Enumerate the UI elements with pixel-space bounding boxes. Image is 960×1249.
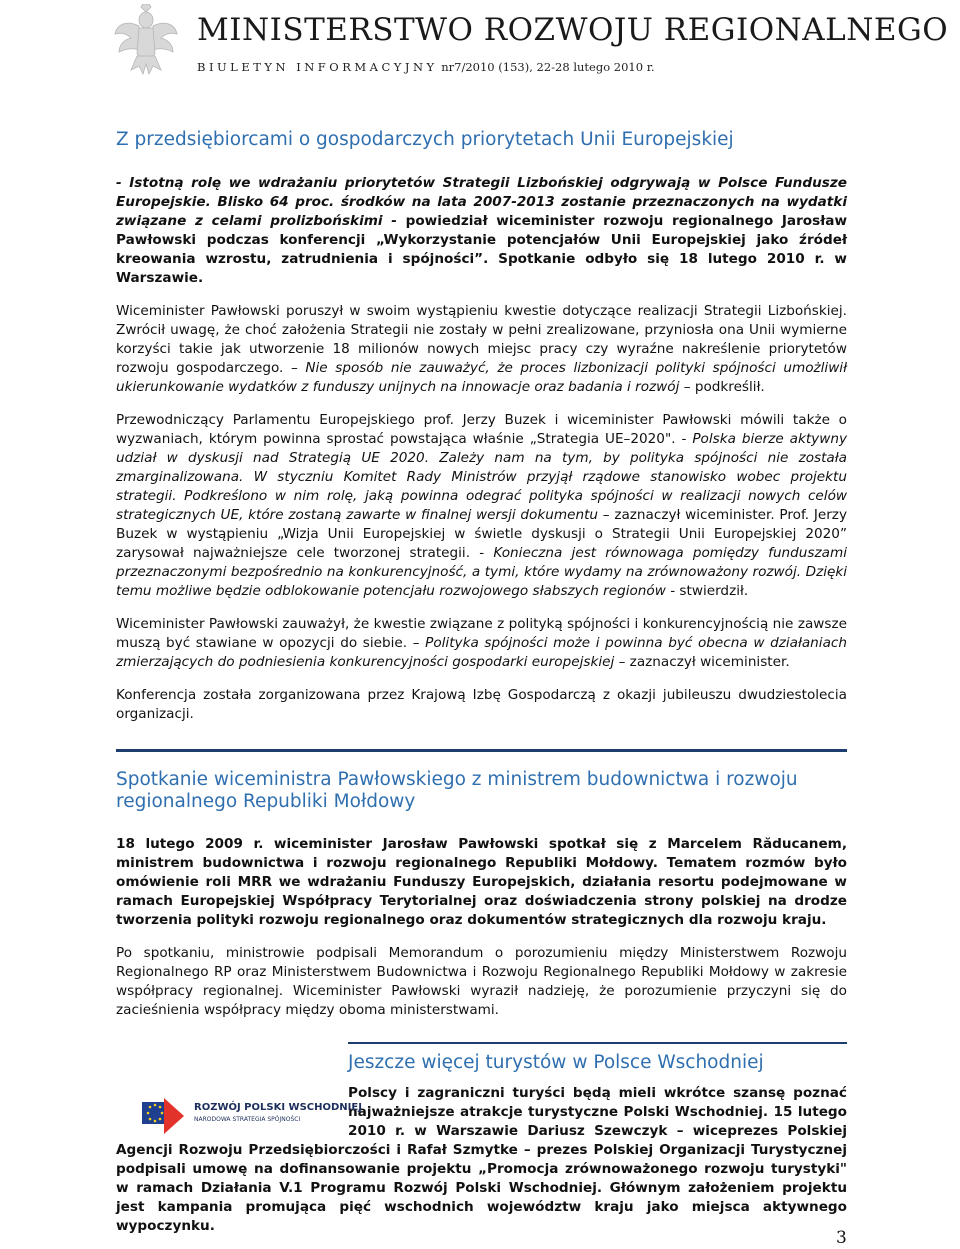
logo-title: ROZWÓJ POLSKI WSCHODNIEJ (194, 1102, 362, 1113)
article-1-paragraph (116, 615, 847, 672)
quote-span: Polska bierze aktywny udział w dyskusji nad Strategią UE 2020. Zależy nam na tym, by polityka spójności nie została zmarginalizowana. W styczniu Komitet Rady Ministrów przyjął rządowe stanowisko wobec projektu strategii. Podkreślono w nim rolę, jaką powinna odegrać polityka spójności w realizacji nowych celów strategicznych UE, które zostaną zawarte w finalnej wersji dokumentu (116, 431, 847, 523)
article-2-paragraph: Po spotkaniu, ministrowie podpisali Memorandum o porozumieniu między Ministerstwem Rozwoju Regionalnego RP oraz Ministerstwem Budownictwa i Rozwoju Regionalnego Republiki Mołdowy w zakresie współpracy regionalnej. Wiceminister Pawłowski wyraził nadzieję, że porozumienie przyczyni się do zacieśnienia współpracy między oboma ministerstwami. (116, 945, 847, 1018)
page-number: 3 (836, 1228, 847, 1248)
bulletin-line (197, 60, 655, 74)
bulletin-issue: nr7/2010 (153), 22-28 lutego 2010 r. (441, 60, 655, 74)
article-1-lead-rest: powiedział wiceminister rozwoju regionalnego Jarosław Pawłowski podczas konferencji „Wykorzystanie potencjałów Unii Europejskiej jako źródeł kreowania wzrostu, zatrudnienia i spójności”. Spotkanie odbyło się 18 lutego 2010 r. w Warszawie. (116, 213, 848, 286)
page-content (116, 128, 847, 1236)
article-1-paragraph (116, 302, 847, 397)
article-3-divider (348, 1042, 847, 1044)
text-span: Wiceminister Pawłowski zauważył, że kwestie związane z polityką spójności i konkurencyjnością nie zawsze muszą być stawiane w opozycji do siebie. – (116, 616, 847, 651)
article-2-title: Spotkanie wiceministra Pawłowskiego z ministrem budownictwa i rozwoju regionalnego Republiki Mołdowy (116, 769, 798, 812)
ministry-name: MINISTERSTWO ROZWOJU REGIONALNEGO (197, 12, 949, 48)
polish-eagle-emblem-icon (113, 4, 179, 76)
article-1-paragraph: Konferencja została zorganizowana przez Krajową Izbę Gospodarczą z okazji jubileuszu dwudziestolecia organizacji. (116, 687, 847, 722)
quote-span: Polityka spójności może i powinna być obecna w działaniach zmierzających do podniesienia konkurencyjności gospodarki europejskiej (116, 635, 847, 670)
article-3-title: Jeszcze więcej turystów w Polsce Wschodniej (348, 1052, 764, 1073)
text-span: Wiceminister Pawłowski poruszył w swoim wystąpieniu kwestie dotyczące realizacji Strategii Lizbońskiej. Zwrócił uwagę, że choć założenia Strategii nie zostały w pełni zrealizowane, przyniosła ona Unii wymierne korzyści takie jak utworzenie 18 milionów nowych miejsc pracy czy wyraźne nakreślenie priorytetów rozwoju gospodarczego. – (116, 303, 847, 376)
text-span: - stwierdził. (670, 583, 749, 599)
text-span: – zaznaczył wiceminister. Prof. Jerzy Buzek w wystąpieniu „Wizja Unii Europejskiej w świetle dyskusji o Strategii Unii Europejskiej 2020” zarysował najważniejsze cele tworzonej strategii. - (116, 507, 847, 561)
text-span: Przewodniczący Parlamentu Europejskiego prof. Jerzy Buzek i wiceminister Pawłowski mówili także o wyzwaniach, którym powinna sprostać powstająca właśnie „Strategia UE–2020". - (116, 412, 847, 447)
article-1-lead (116, 174, 847, 288)
article-1-paragraph (116, 411, 847, 601)
rozwoj-polski-wschodniej-logo (138, 1094, 362, 1136)
article-3 (116, 1042, 847, 1236)
text-span: – podkreślił. (683, 379, 765, 395)
bulletin-label: BIULETYN INFORMACYJNY (197, 60, 438, 74)
quote-span: Konieczna jest równowaga pomiędzy funduszami przeznaczonymi bezpośrednio na konkurencyjność, a tymi, które wydamy na zrównoważony rozwój. Dzięki temu możliwe będzie odblokowanie potencjału rozwojowego słabszych regionów (116, 545, 847, 599)
article-2-lead: 18 lutego 2009 r. wiceminister Jarosław Pawłowski spotkał się z Marcelem Răducanem, ministrem budownictwa i rozwoju regionalnego Republiki Mołdowy. Tematem rozmów było omówienie roli MRR we wdrażaniu Funduszy Europejskich, działania resortu podejmowane w ramach Europejskiej Współpracy Terytorialnej oraz doświadczenia strony polskiej na drodze tworzenia polityki rozwoju regionalnego oraz dokumentów strategicznych dla rozwoju kraju. (116, 836, 847, 928)
quote-span: Nie sposób nie zauważyć, że proces lizbonizacji polityki spójności umożliwił ukierunkowanie wydatków z funduszy unijnych na innowacje oraz badania i rozwój (116, 360, 847, 395)
text-span: – zaznaczył wiceminister. (618, 654, 790, 670)
page-header (113, 0, 949, 82)
article-3-text-body: Polscy i zagraniczni turyści będą mieli wkrótce szansę poznać najważniejsze atrakcje turystyczne Polski Wschodniej. 15 lutego 2010 r. w Warszawie Dariusz Szewczyk – wiceprezes Polskiej Agencji Rozwoju Przedsiębiorczości i Rafał Szmytke – prezes Polskiej Organizacji Turystycznej podpisali umowę na dofinansowanie projektu „Promocja zrównoważonego rozwoju turystyki" w ramach Działania V.1 Programu Rozwój Polski Wschodniej. Głównym założeniem projektu jest kampania promująca pięć wschodnich województw kraju jako miejsca aktywnego wypoczynku. (116, 1085, 847, 1234)
article-1-title: Z przedsiębiorcami o gospodarczych priorytetach Unii Europejskiej (116, 129, 734, 150)
article-1-lead-quote: - Istotną rolę we wdrażaniu priorytetów Strategii Lizbońskiej odgrywają w Polsce Fundusze Europejskie. Blisko 64 proc. środków na lata 2007-2013 zostanie przeznaczonych na wydatki związane z celami prolizbońskimi - (116, 175, 847, 229)
section-divider (116, 749, 847, 752)
logo-subtitle: NARODOWA STRATEGIA SPÓJNOŚCI (194, 1116, 301, 1123)
eu-flag-logo-icon (138, 1094, 186, 1136)
